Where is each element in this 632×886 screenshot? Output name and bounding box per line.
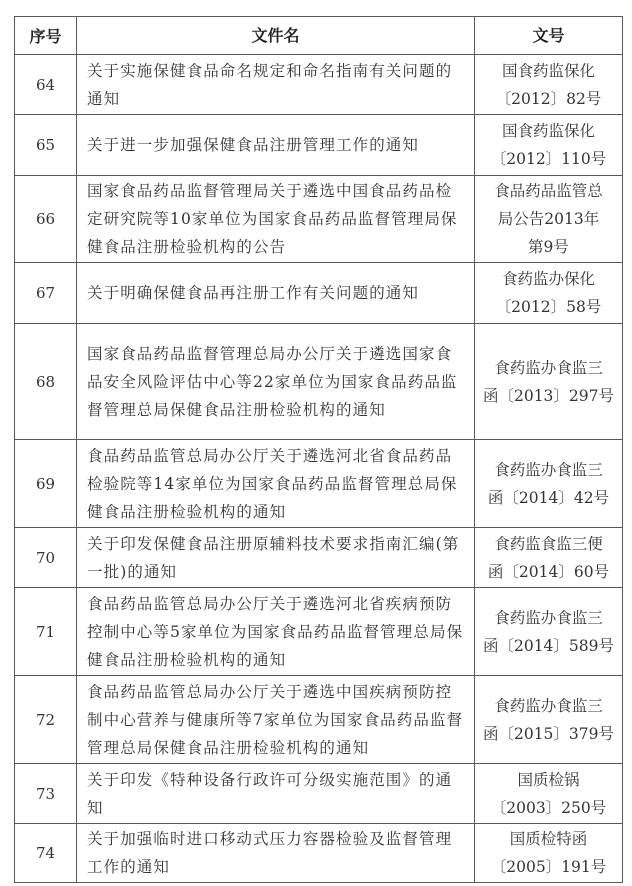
row-doc: 食药监食监三便 函〔2014〕60号 (487, 534, 610, 581)
row-title: 食品药品监管总局办公厅关于遴选河北省疾病预防控制中心等5家单位为国家食品药品监督管理总局保健食品注册检验机构的通知 (77, 588, 475, 675)
table-row (15, 588, 623, 676)
header-no: 序号 (15, 17, 77, 54)
row-title: 国家食品药品监督管理总局办公厅关于遴选国家食品安全风险评估中心等22家单位为国家食品药品监督管理总局保健食品注册检验机构的通知 (77, 324, 475, 439)
row-doc: 食品药品监管总 局公告2013年 第9号 (494, 182, 603, 256)
table-row (15, 115, 623, 176)
row-no: 73 (15, 764, 77, 823)
row-no: 69 (15, 440, 77, 527)
row-no: 71 (15, 588, 77, 675)
table-row (15, 676, 623, 764)
row-no: 66 (15, 176, 77, 262)
table-row (15, 55, 623, 115)
row-doc: 食药监办食监三 函〔2013〕297号 (482, 358, 615, 405)
table-row (15, 324, 623, 440)
row-doc: 国食药监保化 〔2012〕110号 (490, 122, 607, 168)
row-no: 74 (15, 824, 77, 882)
table-row (15, 528, 623, 588)
table-row (15, 440, 623, 528)
table-row (15, 263, 623, 324)
row-doc: 食药监办食监三 函〔2014〕589号 (482, 608, 615, 655)
table-row (15, 176, 623, 263)
row-no: 65 (15, 115, 77, 175)
header-doc: 文号 (475, 17, 623, 54)
row-title: 关于加强临时进口移动式压力容器检验及监督管理工作的通知 (77, 824, 475, 882)
row-no: 70 (15, 528, 77, 587)
row-no: 72 (15, 676, 77, 763)
row-title: 食品药品监管总局办公厅关于遴选中国疾病预防控制中心营养与健康所等7家单位为国家食品药品监督管理总局保健食品注册检验机构的通知 (77, 676, 475, 763)
row-title: 关于印发《特种设备行政许可分级实施范围》的通知 (77, 764, 475, 823)
table-row (15, 824, 623, 883)
row-doc: 食药监办食监三 函〔2014〕42号 (487, 460, 610, 507)
row-doc: 食药监办食监三 函〔2015〕379号 (482, 696, 615, 743)
row-title: 关于实施保健食品命名规定和命名指南有关问题的通知 (77, 55, 475, 114)
header-title: 文件名 (77, 17, 475, 54)
row-doc: 食药监办保化 〔2012〕58号 (495, 270, 602, 316)
row-doc: 国食药监保化 〔2012〕82号 (495, 61, 602, 108)
row-doc: 国质检特函 〔2005〕191号 (490, 830, 607, 876)
row-no: 68 (15, 324, 77, 439)
row-title: 关于印发保健食品注册原辅料技术要求指南汇编(第一批)的通知 (77, 528, 475, 587)
table-row (15, 764, 623, 824)
row-no: 67 (15, 263, 77, 323)
row-doc: 国质检锅 〔2003〕250号 (490, 770, 607, 817)
row-title: 关于进一步加强保健食品注册管理工作的通知 (77, 115, 475, 175)
row-title: 食品药品监管总局办公厅关于遴选河北省食品药品检验院等14家单位为国家食品药品监督管理总局保健食品注册检验机构的通知 (77, 440, 475, 527)
row-no: 64 (15, 55, 77, 114)
row-title: 国家食品药品监督管理局关于遴选中国食品药品检定研究院等10家单位为国家食品药品监督管理局保健食品注册检验机构的公告 (77, 176, 475, 262)
regulation-table (14, 16, 623, 883)
table-header-row (15, 17, 623, 55)
row-title: 关于明确保健食品再注册工作有关问题的通知 (77, 263, 475, 323)
